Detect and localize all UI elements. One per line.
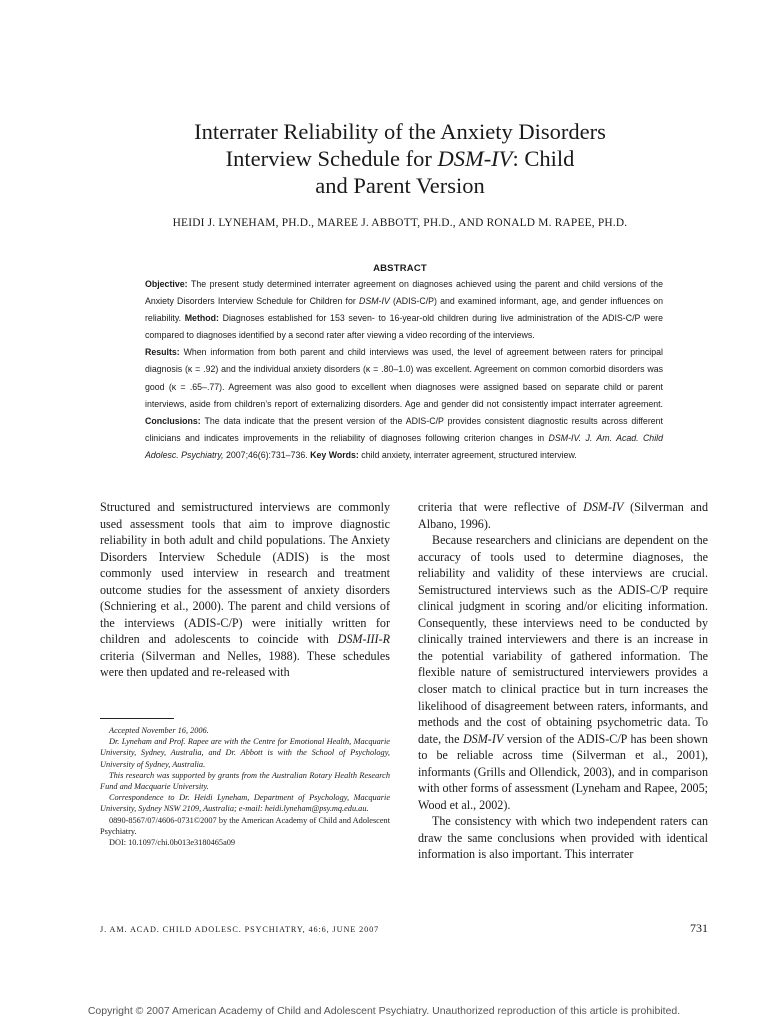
title-line-3: and Parent Version (315, 173, 485, 198)
right-column (418, 499, 708, 863)
right-p2-b: version of the ADIS-C/P has been shown to be reliable across time (Silverman et al., 2001), informants (Grills and Ollendick, 2003), and in comparison with other forms of assessment (Lyneham and Rapee, 2005; Wood et al., 2002). (418, 731, 708, 812)
footnote-affiliation: Dr. Lyneham and Prof. Rapee are with the Centre for Emotional Health, Macquarie University, Sydney, Australia, and Dr. Abbott is with the School of Psychology, University of Sydney, Australia. (100, 737, 390, 769)
method-text: Diagnoses established for 153 seven- to 16-year-old children during live administration of the ADIS-C/P were compared to diagnoses identified by a second rater after viewing a video recording of the interviews. (145, 313, 663, 341)
footnote-support: This research was supported by grants from the Australian Rotary Health Research Fund and Macquarie University. (100, 770, 390, 792)
footnote-accepted: Accepted November 16, 2006. (109, 726, 209, 735)
right-paragraph-3: The consistency with which two independent raters can draw the same conclusions when provided with identical information is also important. This interrater (418, 814, 708, 862)
results-text: When information from both parent and child interviews was used, the level of agreement between raters for principal diagnosis (κ = .92) and the individual anxiety disorders (κ = .80–1.0) was excellent. Agreement on common comorbid disorders was good (κ = .65–.77). Agreement was also good to excellent when diagnoses were assigned based on separate child or parent interviews, aside from children’s report of externalizing disorders. Age and gender did not consistently impact interrater agreement. (145, 347, 663, 409)
article-title (120, 118, 680, 199)
conclusions-text-2: 2007;46(6):731–736. (223, 449, 311, 460)
objective-text-1: The present study determined interrater agreement on diagnoses achieved using the parent and child versions of the Anxiety Disorders Interview Schedule for Children for (145, 279, 663, 307)
footnote-doi: DOI: 10.1097/chi.0b013e3180465a09 (109, 838, 236, 848)
right-paragraph-2 (418, 532, 708, 813)
citation-em: DSM-IV. J. Am. Acad. Child Adolesc. Psychiatry, (145, 432, 663, 460)
right-p2-a: Because researchers and clinicians are dependent on the accuracy of tools used to determine diagnoses, the reliability and validity of these interviews are crucial. Semistructured interviews such as the ADIS-C/P require clinical judgment in scoring and/or eliciting information. Consequently, these interviews need to be conducted by clinically trained interviewers and there is an increase in the potential variability of gathered information. The flexible nature of semistructured interviewers provides a closer match to clinical practice but in turn increases the likelihood of disagreement between raters, informants, and methods and the cost of obtaining psychometric data. To date, the (418, 533, 708, 746)
abstract-heading: ABSTRACT (373, 263, 427, 274)
left-p1-a: Structured and semistructured interviews are commonly used assessment tools that aim to improve diagnostic reliability in both adult and child populations. The Anxiety Disorders Interview Schedule (ADIS) is the most commonly used interview in research and treatment outcome studies for the assessment of anxiety disorders (Schniering et al., 2000). The parent and child versions of the interviews (ADIS-C/P) were initially written for children and adolescents to coincide with (100, 500, 390, 647)
page-number: 731 (690, 921, 708, 935)
objective-text-2: (ADIS-C/P) and examined informant, age, and gender influences on reliability. (145, 296, 663, 324)
keywords-label: Key Words: (310, 449, 359, 460)
conclusions-text-1: The data indicate that the present version of the ADIS-C/P provides consistent diagnostic results across different clinicians and indicates improvements in the reliability of diagnoses following criterion changes in (145, 415, 663, 443)
author-list: HEIDI J. LYNEHAM, PH.D., MAREE J. ABBOTT, PH.D., AND RONALD M. RAPEE, PH.D. (172, 217, 628, 229)
footnote-correspondence: Correspondence to Dr. Heidi Lyneham, Department of Psychology, Macquarie University, Sydney NSW 2109, Australia; e-mail: heidi.lyneham@psy.mq.edu.au. (100, 793, 390, 814)
footnote-divider (100, 718, 174, 719)
title-line-1: Interrater Reliability of the Anxiety Disorders (194, 119, 606, 144)
running-footer: J. AM. ACAD. CHILD ADOLESC. PSYCHIATRY, 46:6, JUNE 2007 (100, 925, 380, 934)
right-p2-em: DSM-IV (462, 731, 504, 746)
right-p1-b: (Silverman and Albano, 1996). (418, 500, 709, 531)
title-line-2-em: DSM-IV (437, 146, 513, 171)
right-paragraph-1 (418, 499, 708, 532)
right-p1-em: DSM-IV (583, 500, 624, 514)
footnote-issn: 0890-8567/07/4606-0731©2007 by the American Academy of Child and Adolescent Psychiatry. (100, 815, 390, 836)
keywords-text: child anxiety, interrater agreement, structured interview. (358, 449, 577, 460)
objective-label: Objective: (145, 279, 188, 289)
title-line-2-pre: Interview Schedule for (225, 146, 438, 171)
results-label: Results: (145, 347, 180, 358)
left-paragraph-1 (100, 499, 390, 681)
title-line-2-post: : Child (512, 146, 575, 171)
right-p1-a: criteria that were reflective of (418, 500, 584, 514)
left-column (100, 499, 390, 681)
footnotes (100, 725, 390, 848)
abstract-body (145, 276, 663, 464)
method-label: Method: (184, 313, 219, 324)
objective-em: DSM-IV (358, 296, 390, 307)
left-p1-b: criteria (Silverman and Nelles, 1988). These schedules were then updated and re-released with (100, 648, 390, 680)
copyright-notice: Copyright © 2007 American Academy of Child and Adolescent Psychiatry. Unauthorized reproduction of this article is prohibited. (87, 1005, 681, 1017)
left-p1-em: DSM-III-R (337, 632, 390, 647)
title-line-2 (120, 145, 680, 172)
conclusions-label: Conclusions: (145, 415, 201, 426)
